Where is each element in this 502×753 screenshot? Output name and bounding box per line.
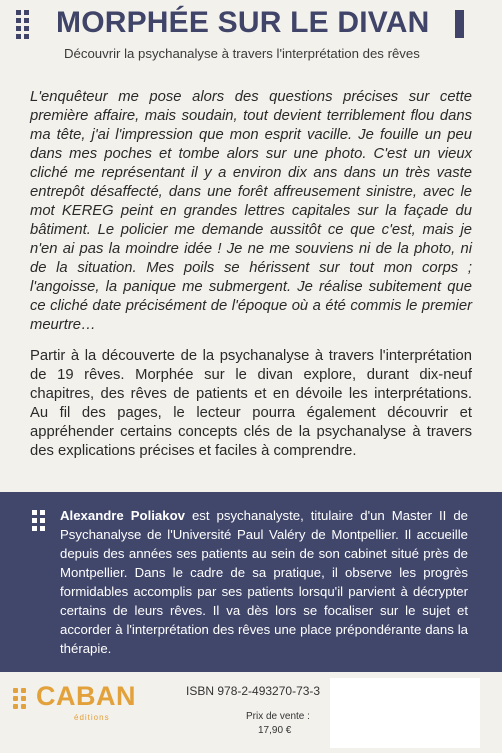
isbn-text: ISBN 978-2-493270-73-3 <box>186 684 321 698</box>
publisher-logo: CABAN <box>36 681 136 711</box>
price-label: Prix de vente : <box>246 711 310 722</box>
publisher-dots-icon <box>13 688 26 709</box>
publisher-subtitle: éditions <box>74 713 110 722</box>
author-section <box>0 492 502 672</box>
barcode-area <box>330 678 480 748</box>
author-bio <box>60 506 468 658</box>
author-dots-icon <box>32 510 45 531</box>
price-value: 17,90 € <box>258 725 292 736</box>
author-bio-text: est psychanalyste, titulaire d'un Master II de Psychanalyse de l'Université Paul Valéry de Montpellier. Il accueille depuis des années ses patients au sein de son cabinet situé près de Montpellier. Dans le cadre de sa pratique, il observe les progrès formidables accomplis par ses patients lorsqu'il parvient à décrypter certains de leurs rêves. Il va dès lors se focaliser sur le sujet et accorder à l'interprétation des rêves une place prépondérante dans la thérapie. <box>60 508 468 656</box>
header-dots-icon <box>16 10 29 39</box>
book-subtitle: Découvrir la psychanalyse à travers l'interprétation des rêves <box>64 46 420 61</box>
back-cover-footer <box>0 672 502 753</box>
book-title: MORPHÉE SUR LE DIVAN <box>56 6 430 39</box>
author-name: Alexandre Poliakov <box>60 508 185 523</box>
summary-text: Partir à la découverte de la psychanalyse à travers l'interprétation de 19 rêves. Morphée sur le divan explore, durant dix-neuf chapitres, des rêves de patients et en dévoile les interprétations. Au fil des pages, le lecteur pourra également découvrir et appréhender certains concepts clés de la psychanalyse à travers des explications précises et faciles à comprendre. <box>30 348 472 459</box>
excerpt-text: L'enquêteur me pose alors des questions précises sur cette première affaire, mais soudain, tout devient terriblement flou dans ma tête, j'ai l'impression que mon esprit vacille. Je fouille un peu dans mes poches et tombe alors sur une photo. C'est un vieux cliché me représentant il y a environ dix ans dans un très vaste entrepôt désaffecté, dans une forêt affreusement sinistre, avec le mot KEREG peint en grandes lettres capitales sur la façade du bâtiment. Le policier me demande aussitôt ce que c'est, mais je n'en ai pas la moindre idée ! Je ne me souviens ni de la photo, ni de la situation. Mes poils se hérissent sur tout mon corps ; l'angoisse, la panique me submergent. Je réalise subitement que ce cliché date précisément de l'époque où a été commis le premier meurtre… <box>30 89 472 333</box>
header-bar <box>455 10 464 38</box>
